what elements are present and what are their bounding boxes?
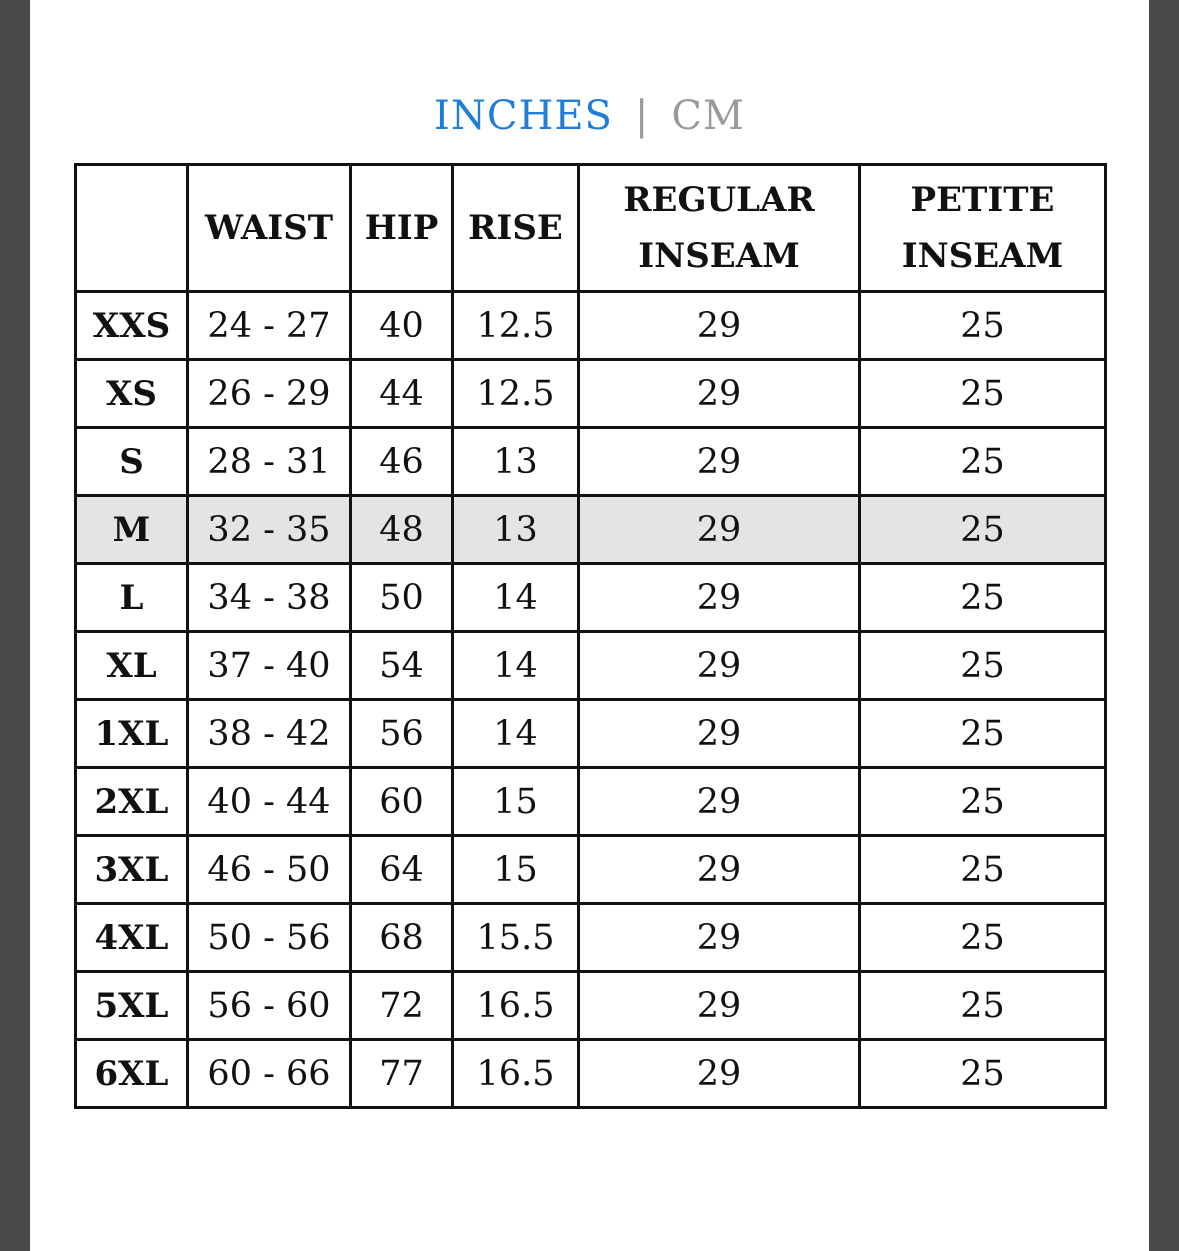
size-cell: M	[76, 496, 188, 564]
table-row	[76, 768, 1106, 836]
header-regular-inseam	[579, 165, 860, 292]
regular-inseam-cell: 29	[579, 1040, 860, 1108]
size-cell: 3XL	[76, 836, 188, 904]
waist-cell: 38 - 42	[188, 700, 351, 768]
petite-inseam-cell: 25	[860, 700, 1106, 768]
regular-inseam-cell: 29	[579, 972, 860, 1040]
table-row	[76, 292, 1106, 360]
header-regular-line2: INSEAM	[638, 236, 800, 276]
rise-cell: 12.5	[453, 292, 579, 360]
header-petite-inseam	[860, 165, 1106, 292]
petite-inseam-cell: 25	[860, 360, 1106, 428]
hip-cell: 68	[351, 904, 453, 972]
table-row	[76, 972, 1106, 1040]
hip-cell: 77	[351, 1040, 453, 1108]
regular-inseam-cell: 29	[579, 632, 860, 700]
waist-cell: 37 - 40	[188, 632, 351, 700]
size-cell: 1XL	[76, 700, 188, 768]
hip-cell: 50	[351, 564, 453, 632]
unit-separator: |	[634, 93, 650, 139]
petite-inseam-cell: 25	[860, 564, 1106, 632]
regular-inseam-cell: 29	[579, 428, 860, 496]
unit-cm-tab[interactable]: CM	[671, 93, 745, 139]
waist-cell: 50 - 56	[188, 904, 351, 972]
size-chart-table	[74, 163, 1107, 1109]
rise-cell: 12.5	[453, 360, 579, 428]
table-row	[76, 836, 1106, 904]
regular-inseam-cell: 29	[579, 768, 860, 836]
header-petite-line1: PETITE	[910, 180, 1055, 220]
regular-inseam-cell: 29	[579, 904, 860, 972]
regular-inseam-cell: 29	[579, 496, 860, 564]
waist-cell: 24 - 27	[188, 292, 351, 360]
hip-cell: 46	[351, 428, 453, 496]
size-cell: XXS	[76, 292, 188, 360]
size-cell: XL	[76, 632, 188, 700]
size-cell: 6XL	[76, 1040, 188, 1108]
size-chart-body	[76, 292, 1106, 1108]
rise-cell: 14	[453, 700, 579, 768]
petite-inseam-cell: 25	[860, 768, 1106, 836]
size-cell: 2XL	[76, 768, 188, 836]
header-row	[76, 165, 1106, 292]
hip-cell: 56	[351, 700, 453, 768]
hip-cell: 48	[351, 496, 453, 564]
rise-cell: 14	[453, 564, 579, 632]
rise-cell: 15	[453, 768, 579, 836]
table-row	[76, 904, 1106, 972]
waist-cell: 46 - 50	[188, 836, 351, 904]
rise-cell: 13	[453, 496, 579, 564]
table-row	[76, 496, 1106, 564]
petite-inseam-cell: 25	[860, 496, 1106, 564]
table-row	[76, 564, 1106, 632]
size-cell: 5XL	[76, 972, 188, 1040]
regular-inseam-cell: 29	[579, 292, 860, 360]
header-petite-line2: INSEAM	[901, 236, 1064, 276]
regular-inseam-cell: 29	[579, 564, 860, 632]
header-waist: WAIST	[188, 165, 351, 292]
hip-cell: 72	[351, 972, 453, 1040]
petite-inseam-cell: 25	[860, 428, 1106, 496]
hip-cell: 60	[351, 768, 453, 836]
rise-cell: 13	[453, 428, 579, 496]
petite-inseam-cell: 25	[860, 632, 1106, 700]
header-hip: HIP	[351, 165, 453, 292]
table-row	[76, 428, 1106, 496]
petite-inseam-cell: 25	[860, 904, 1106, 972]
regular-inseam-cell: 29	[579, 360, 860, 428]
rise-cell: 16.5	[453, 1040, 579, 1108]
rise-cell: 15.5	[453, 904, 579, 972]
header-size	[76, 165, 188, 292]
regular-inseam-cell: 29	[579, 836, 860, 904]
rise-cell: 14	[453, 632, 579, 700]
size-cell: XS	[76, 360, 188, 428]
size-cell: 4XL	[76, 904, 188, 972]
rise-cell: 16.5	[453, 972, 579, 1040]
waist-cell: 56 - 60	[188, 972, 351, 1040]
petite-inseam-cell: 25	[860, 1040, 1106, 1108]
hip-cell: 44	[351, 360, 453, 428]
rise-cell: 15	[453, 836, 579, 904]
petite-inseam-cell: 25	[860, 972, 1106, 1040]
waist-cell: 28 - 31	[188, 428, 351, 496]
unit-toggle	[0, 92, 1179, 140]
table-row	[76, 360, 1106, 428]
header-rise: RISE	[453, 165, 579, 292]
regular-inseam-cell: 29	[579, 700, 860, 768]
size-cell: L	[76, 564, 188, 632]
waist-cell: 34 - 38	[188, 564, 351, 632]
petite-inseam-cell: 25	[860, 836, 1106, 904]
petite-inseam-cell: 25	[860, 292, 1106, 360]
header-regular-line1: REGULAR	[623, 180, 815, 220]
waist-cell: 40 - 44	[188, 768, 351, 836]
unit-inches-tab[interactable]: INCHES	[434, 93, 613, 139]
waist-cell: 32 - 35	[188, 496, 351, 564]
hip-cell: 54	[351, 632, 453, 700]
hip-cell: 64	[351, 836, 453, 904]
size-cell: S	[76, 428, 188, 496]
waist-cell: 60 - 66	[188, 1040, 351, 1108]
table-row	[76, 632, 1106, 700]
table-row	[76, 1040, 1106, 1108]
table-row	[76, 700, 1106, 768]
waist-cell: 26 - 29	[188, 360, 351, 428]
hip-cell: 40	[351, 292, 453, 360]
